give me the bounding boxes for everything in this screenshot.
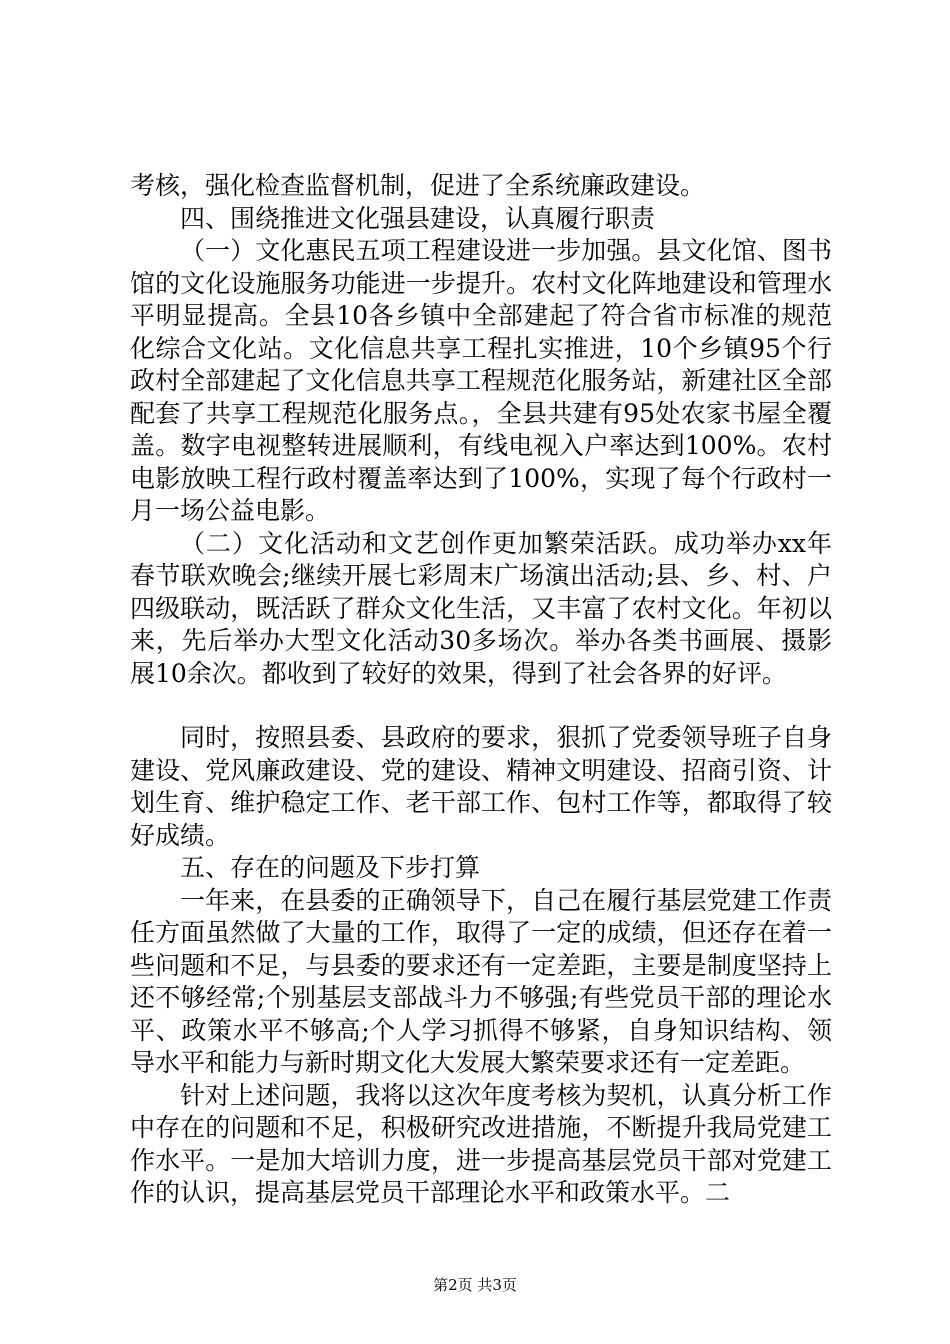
section-heading-4: 四、围绕推进文化强县建设，认真履行职责	[180, 203, 656, 233]
document-body	[130, 170, 832, 1210]
paragraph-5: 同时，按照县委、县政府的要求，狠抓了党委领导班子自身建设、党风廉政建设、党的建设、精神文明建设、招商引资、计划生育、维护稳定工作、老干部工作、包村工作等，都取得了较好成绩。	[130, 723, 832, 850]
paragraph-3: （一）文化惠民五项工程建设进一步加强。县文化馆、图书馆的文化设施服务功能进一步提升。农村文化阵地建设和管理水平明显提高。全县10各乡镇中全部建起了符合省市标准的规范化综合文化站。文化信息共享工程扎实推进，10个乡镇95个行政村全部建起了文化信息共享工程规范化服务站，新建社区全部配套了共享工程规范化服务点。，全县共建有95处农家书屋全覆盖。数字电视整转进展顺利，有线电视入户率达到100%。农村电影放映工程行政村覆盖率达到了100%，实现了每个行政村一月一场公益电影。	[130, 236, 832, 525]
section-heading-5: 五、存在的问题及下步打算	[180, 853, 481, 882]
paragraph-4: （二）文化活动和文艺创作更加繁荣活跃。成功举办xx年春节联欢晚会;继续开展七彩周末广场演出活动;县、乡、村、户四级联动，既活跃了群众文化生活，又丰富了农村文化。年初以来，先后举办大型文化活动30多场次。举办各类书画展、摄影展10余次。都收到了较好的效果，得到了社会各界的好评。	[130, 528, 832, 688]
paragraph-8: 针对上述问题，我将以这次年度考核为契机，认真分析工作中存在的问题和不足，积极研究改进措施，不断提升我局党建工作水平。一是加大培训力度，进一步提高基层党员干部对党建工作的认识，提高基层党员干部理论水平和政策水平。二	[130, 1080, 832, 1207]
paragraph-1: 考核，强化检查监督机制，促进了全系统廉政建设。	[130, 171, 706, 200]
paragraph-7: 一年来，在县委的正确领导下，自己在履行基层党建工作责任方面虽然做了大量的工作，取得了一定的成绩，但还存在着一些问题和不足，与县委的要求还有一定差距，主要是制度坚持上还不够经常;个别基层支部战斗力不够强;有些党员干部的理论水平、政策水平不够高;个人学习抓得不够紧，自身知识结构、领导水平和能力与新时期文化大发展大繁荣要求还有一定差距。	[130, 885, 832, 1077]
paragraph-gap	[130, 690, 832, 722]
page-footer: 第2页 共3页	[433, 1276, 517, 1294]
